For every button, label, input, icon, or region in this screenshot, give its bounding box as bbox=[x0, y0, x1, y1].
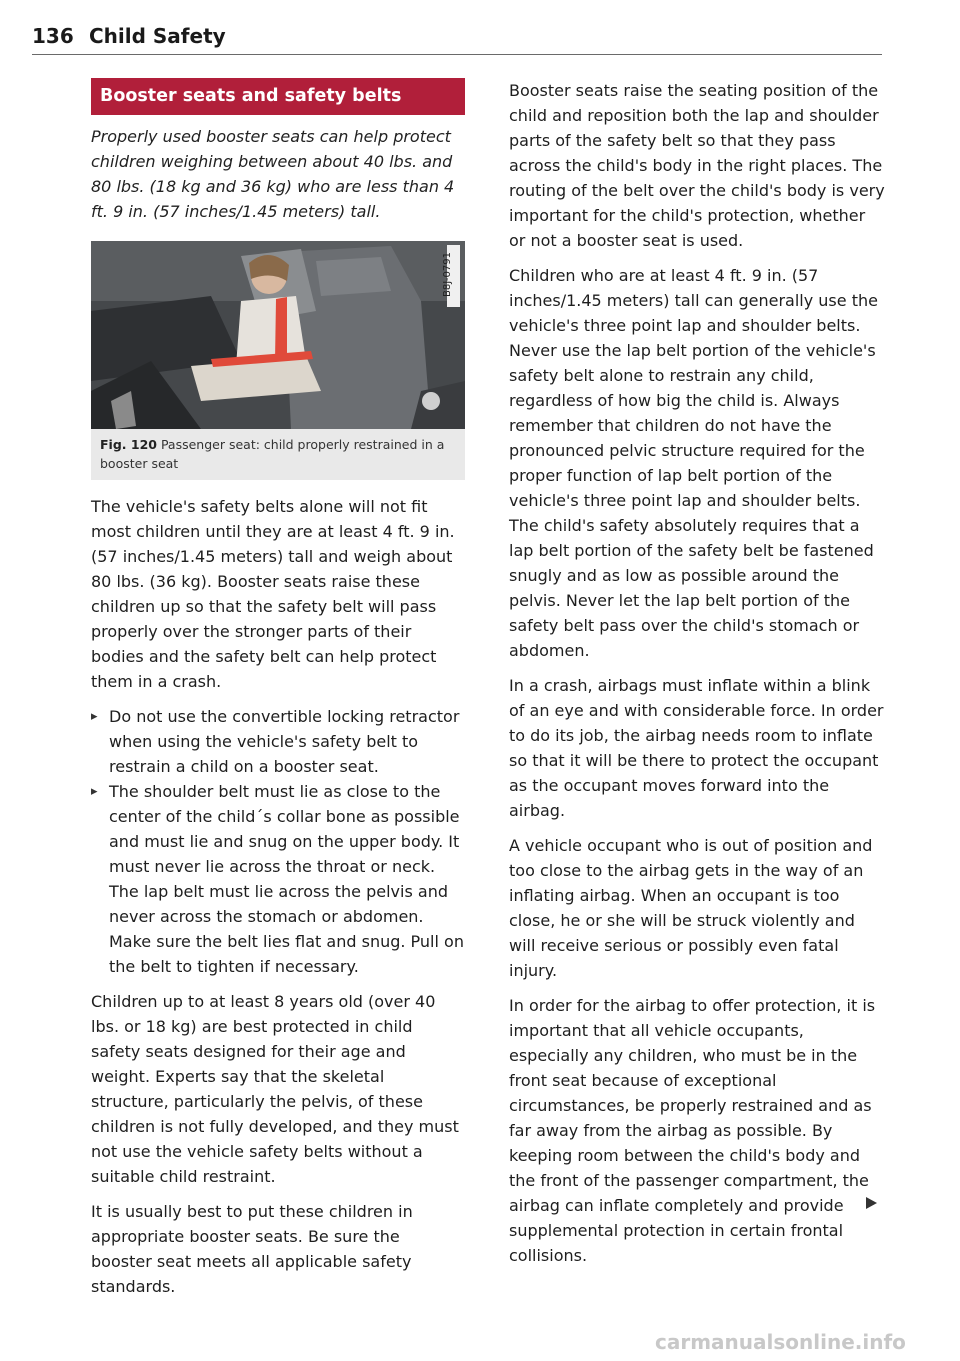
left-column bbox=[91, 78, 465, 1299]
bullet-list bbox=[91, 704, 465, 979]
paragraph: Children who are at least 4 ft. 9 in. (57 inches/1.45 meters) tall can generally use the vehicle's three point lap and shoulder belts. Never use the lap belt portion of the vehicle's safety belt alone to restrain any child, regardless of how big the child is. Always remember that children do not have the pronounced pelvic structure required for the proper function of lap belt portion of the vehicle's three point lap and shoulder belts. The child's safety absolutely requires that a lap belt portion of the safety belt be fastened snugly and as low as possible around the pelvis. Never let the lap belt portion of the safety belt pass over the child's stomach or abdomen. bbox=[509, 266, 878, 660]
section-intro: Properly used booster seats can help protect children weighing between about 40 lbs. and 80 lbs. (18 kg and 36 kg) who are less than 4 ft. 9 in. (57 inches/1.45 meters) tall. bbox=[91, 127, 455, 221]
paragraph: In order for the airbag to offer protection, it is important that all vehicle occupants, especially any children, who must be in the front seat because of exceptional circumstances, be properly restrained and as far away from the airbag as possible. By keeping room between the child's body and the front of the passenger compartment, the airbag can inflate completely and provide supplemental protection in certain frontal collisions. bbox=[509, 996, 876, 1265]
figure-code: B8J-0791 bbox=[447, 245, 460, 307]
watermark: carmanualsonline.info bbox=[655, 1330, 906, 1354]
bullet-item: ▸ Do not use the convertible locking retractor when using the vehicle's safety belt to restrain a child on a booster seat. bbox=[91, 704, 465, 779]
bullet-item: ▸ The shoulder belt must lie as close to the center of the child´s collar bone as possible and must lie and snug on the upper body. It must never lie across the throat or neck. The lap belt must lie across the pelvis and never across the stomach or abdomen. Make sure the belt lies flat and snug. Pull on the belt to tighten if necessary. bbox=[91, 779, 465, 979]
figure-caption bbox=[91, 429, 465, 480]
paragraph: Children up to at least 8 years old (over 40 lbs. or 18 kg) are best protected in child safety seats designed for their age and weight. Experts say that the skeletal structure, particularly the pelvis, of these children is not fully developed, and they must not use the vehicle safety belts without a suitable child restraint. bbox=[91, 992, 459, 1186]
figure-caption-text: Passenger seat: child properly restrained in a booster seat bbox=[100, 437, 445, 471]
chapter-title: Child Safety bbox=[89, 24, 226, 48]
continue-arrow-icon bbox=[866, 1197, 877, 1209]
section-title: Booster seats and safety belts bbox=[91, 78, 465, 115]
page-header bbox=[32, 22, 882, 55]
paragraph: Booster seats raise the seating position of the child and reposition both the lap and shoulder parts of the safety belt so that they pass across the child's body in the right places. The routing of the belt over the child's body is very important for the child's protection, whether or not a booster seat is used. bbox=[509, 81, 885, 250]
paragraph: In a crash, airbags must inflate within a blink of an eye and with considerable force. In order to do its job, the airbag needs room to inflate so that it will be there to protect the occupant as the occupant moves forward into the airbag. bbox=[509, 676, 884, 820]
paragraph: The vehicle's safety belts alone will not fit most children until they are at least 4 ft. 9 in. (57 inches/1.45 meters) tall and weigh about 80 lbs. (36 kg). Booster seats raise these children up so that the safety belt will pass properly over the stronger parts of their bodies and the safety belt can help protect them in a crash. bbox=[91, 497, 455, 691]
left-body bbox=[91, 494, 465, 1299]
paragraph: A vehicle occupant who is out of position and too close to the airbag gets in the way of an inflating airbag. When an occupant is too close, he or she will be struck violently and will receive serious or possibly even fatal injury. bbox=[509, 836, 873, 980]
paragraph: It is usually best to put these children in appropriate booster seats. Be sure the booster seat meets all applicable safety standards. bbox=[91, 1202, 413, 1296]
figure-booster-seat bbox=[91, 241, 465, 429]
page-number: 136 bbox=[32, 24, 74, 48]
booster-seat-illustration bbox=[91, 241, 465, 429]
right-column bbox=[509, 78, 885, 1268]
figure-label: Fig. 120 bbox=[100, 437, 157, 452]
